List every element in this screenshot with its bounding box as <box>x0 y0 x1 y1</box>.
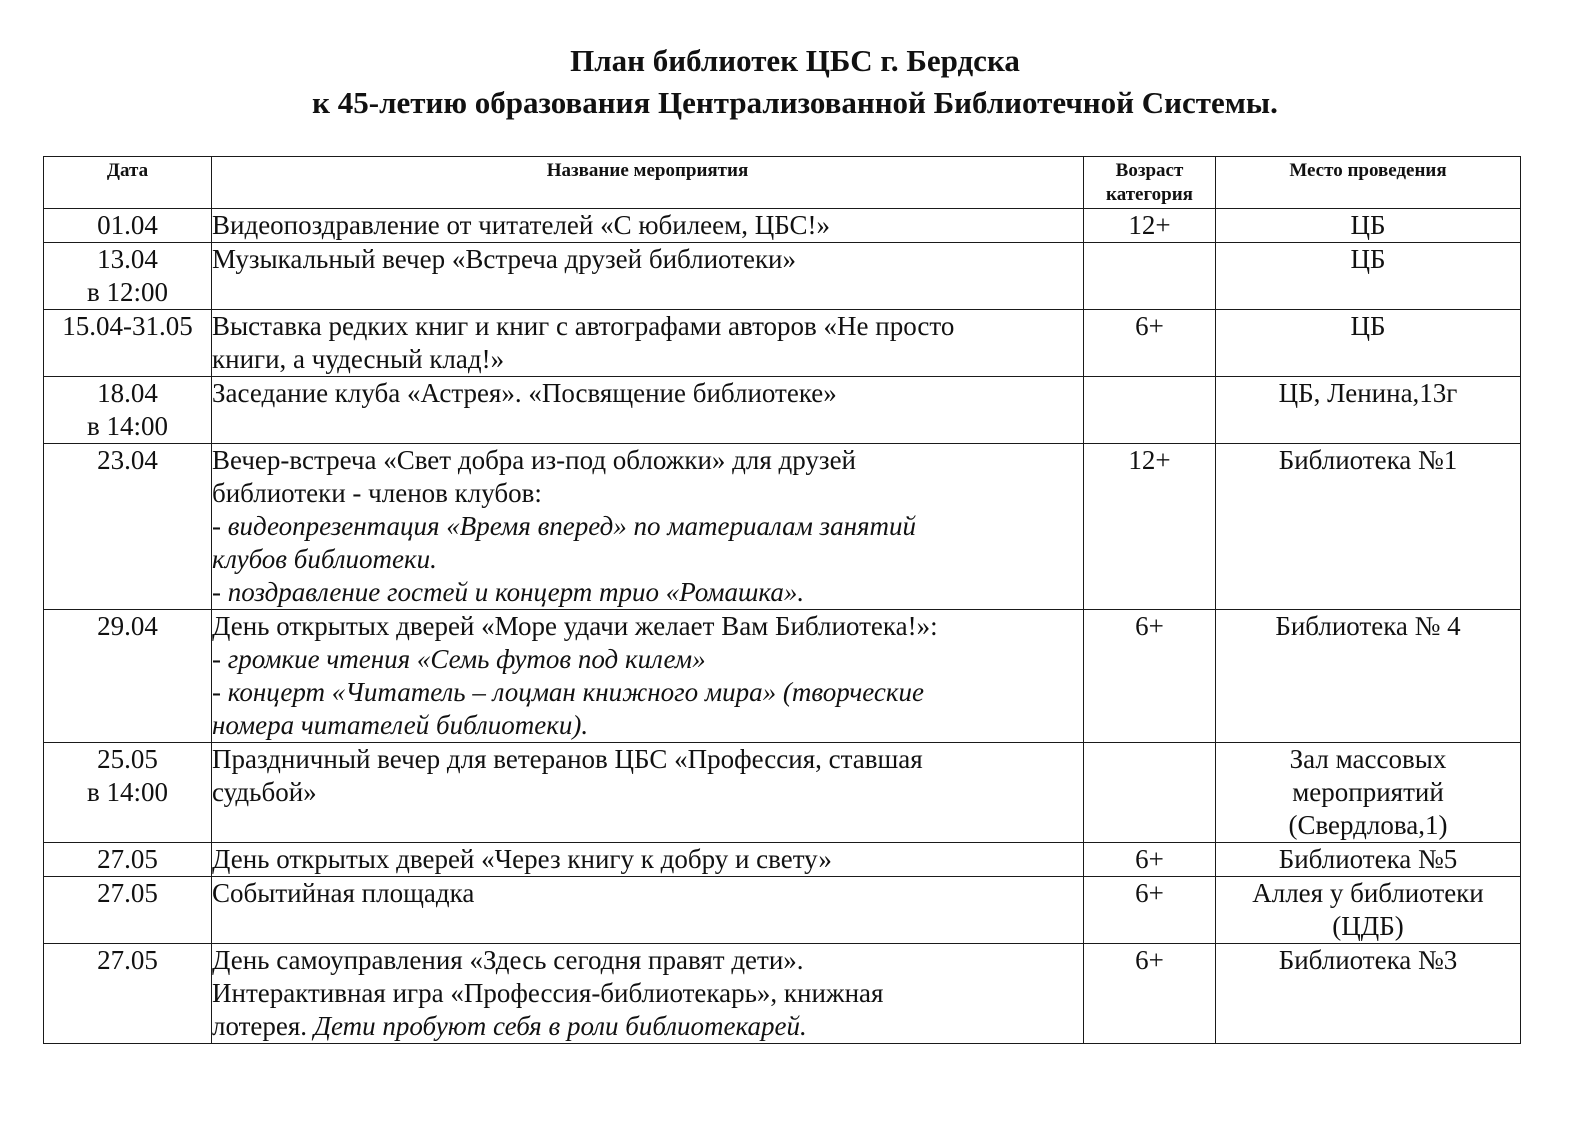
cell-event-name <box>212 877 1084 944</box>
table-row <box>44 877 1521 944</box>
cell-event-name <box>212 444 1084 610</box>
event-name-line: Заседание клуба «Астрея». «Посвящение библиотеке» <box>212 378 837 408</box>
event-detail-line: - концерт «Читатель – лоцман книжного мира» (творческие <box>212 677 924 707</box>
event-place-line: Зал массовых <box>1289 744 1447 774</box>
table-row <box>44 377 1521 444</box>
event-detail-line: номера читателей библиотеки). <box>212 710 589 740</box>
event-date: 23.04 <box>97 445 158 475</box>
table-row <box>44 310 1521 377</box>
cell-date <box>44 877 212 944</box>
event-place-line: ЦБ <box>1350 210 1386 240</box>
header-date: Дата <box>44 157 212 209</box>
event-detail-line: - видеопрезентация «Время вперед» по материалам занятий <box>212 511 917 541</box>
cell-age-category: 6+ <box>1084 877 1216 944</box>
event-place-line: Библиотека №3 <box>1278 945 1458 975</box>
header-age-line-2: категория <box>1106 184 1193 205</box>
event-name-tail-text: лотерея. <box>212 1011 308 1041</box>
header-place: Место проведения <box>1216 157 1521 209</box>
event-name-line: библиотеки - членов клубов: <box>212 478 542 508</box>
table-row <box>44 209 1521 243</box>
event-place-line: Библиотека № 4 <box>1275 611 1461 641</box>
cell-event-name <box>212 743 1084 843</box>
event-place-line: ЦБ, Ленина,13г <box>1278 378 1458 408</box>
event-name-tail <box>212 1010 1083 1043</box>
table-row <box>44 843 1521 877</box>
cell-place <box>1216 444 1521 610</box>
event-name-line: Музыкальный вечер «Встреча друзей библиотеки» <box>212 244 797 274</box>
cell-event-name <box>212 377 1084 444</box>
cell-date <box>44 743 212 843</box>
event-date: 13.04 <box>97 244 158 274</box>
cell-place <box>1216 877 1521 944</box>
event-name-line: День самоуправления «Здесь сегодня правят дети». <box>212 945 804 975</box>
table-row <box>44 243 1521 310</box>
cell-age-category: 12+ <box>1084 444 1216 610</box>
cell-place <box>1216 310 1521 377</box>
event-place-line: мероприятий <box>1292 777 1444 807</box>
event-detail-line: - громкие чтения «Семь футов под килем» <box>212 644 706 674</box>
cell-age-category: 6+ <box>1084 610 1216 743</box>
cell-event-name <box>212 610 1084 743</box>
event-name-line: День открытых дверей «Море удачи желает Вам Библиотека!»: <box>212 611 938 641</box>
cell-place <box>1216 243 1521 310</box>
cell-date <box>44 444 212 610</box>
event-name-tail-italic: Дети пробуют себя в роли библиотекарей. <box>307 1011 807 1041</box>
document-title <box>0 40 1590 124</box>
event-date: 25.05 <box>97 744 158 774</box>
cell-age-category: 6+ <box>1084 944 1216 1044</box>
table-row <box>44 944 1521 1044</box>
table-row <box>44 444 1521 610</box>
event-place-line: ЦБ <box>1350 311 1386 341</box>
event-name-line: Выставка редких книг и книг с автографами авторов «Не просто <box>212 311 955 341</box>
table-row <box>44 743 1521 843</box>
cell-date <box>44 610 212 743</box>
event-date: 15.04-31.05 <box>62 311 193 341</box>
event-name-line: День открытых дверей «Через книгу к добру и свету» <box>212 844 832 874</box>
event-date: 18.04 <box>97 378 158 408</box>
event-place-line: Библиотека №1 <box>1278 445 1458 475</box>
event-date: 01.04 <box>97 210 158 240</box>
cell-place <box>1216 209 1521 243</box>
cell-place <box>1216 610 1521 743</box>
cell-age-category: 12+ <box>1084 209 1216 243</box>
table-row <box>44 610 1521 743</box>
event-name-line: Событийная площадка <box>212 878 475 908</box>
event-name-line: Праздничный вечер для ветеранов ЦБС «Профессия, ставшая <box>212 744 923 774</box>
cell-date <box>44 377 212 444</box>
cell-place <box>1216 743 1521 843</box>
event-place-line: Аллея у библиотеки <box>1252 878 1484 908</box>
cell-date <box>44 843 212 877</box>
table-header-row <box>44 157 1521 209</box>
event-date: 27.05 <box>97 844 158 874</box>
event-time: в 12:00 <box>87 277 168 307</box>
cell-age-category <box>1084 743 1216 843</box>
event-name-line: судьбой» <box>212 777 317 807</box>
cell-place <box>1216 944 1521 1044</box>
title-line-1: План библиотек ЦБС г. Бердска <box>570 43 1020 78</box>
event-place-line: ЦБ <box>1350 244 1386 274</box>
cell-event-name <box>212 310 1084 377</box>
title-line-2: к 45-летию образования Централизованной Библиотечной Системы. <box>312 85 1278 120</box>
header-age-line-1: Возраст <box>1115 160 1184 181</box>
cell-date <box>44 209 212 243</box>
event-time: в 14:00 <box>87 777 168 807</box>
header-event-name: Название мероприятия <box>212 157 1084 209</box>
cell-date <box>44 243 212 310</box>
event-place-line: Библиотека №5 <box>1278 844 1458 874</box>
cell-age-category <box>1084 377 1216 444</box>
event-time: в 14:00 <box>87 411 168 441</box>
event-detail-line: - поздравление гостей и концерт трио «Ромашка». <box>212 577 805 607</box>
event-place-line: (Свердлова,1) <box>1288 810 1448 840</box>
cell-date <box>44 310 212 377</box>
cell-age-category: 6+ <box>1084 843 1216 877</box>
event-detail-line: клубов библиотеки. <box>212 544 437 574</box>
event-date: 29.04 <box>97 611 158 641</box>
event-name-line: Видеопоздравление от читателей «С юбилеем, ЦБС!» <box>212 210 831 240</box>
cell-event-name <box>212 243 1084 310</box>
cell-age-category: 6+ <box>1084 310 1216 377</box>
cell-age-category <box>1084 243 1216 310</box>
cell-place <box>1216 843 1521 877</box>
event-date: 27.05 <box>97 945 158 975</box>
cell-event-name <box>212 843 1084 877</box>
cell-event-name <box>212 944 1084 1044</box>
header-age-category <box>1084 157 1216 209</box>
event-date: 27.05 <box>97 878 158 908</box>
cell-place <box>1216 377 1521 444</box>
event-name-line: Интерактивная игра «Профессия-библиотекарь», книжная <box>212 978 884 1008</box>
event-place-line: (ЦДБ) <box>1332 911 1404 941</box>
cell-event-name <box>212 209 1084 243</box>
events-plan-table <box>43 156 1521 1044</box>
event-name-line: Вечер-встреча «Свет добра из-под обложки» для друзей <box>212 445 857 475</box>
cell-date <box>44 944 212 1044</box>
event-name-line: книги, а чудесный клад!» <box>212 344 505 374</box>
